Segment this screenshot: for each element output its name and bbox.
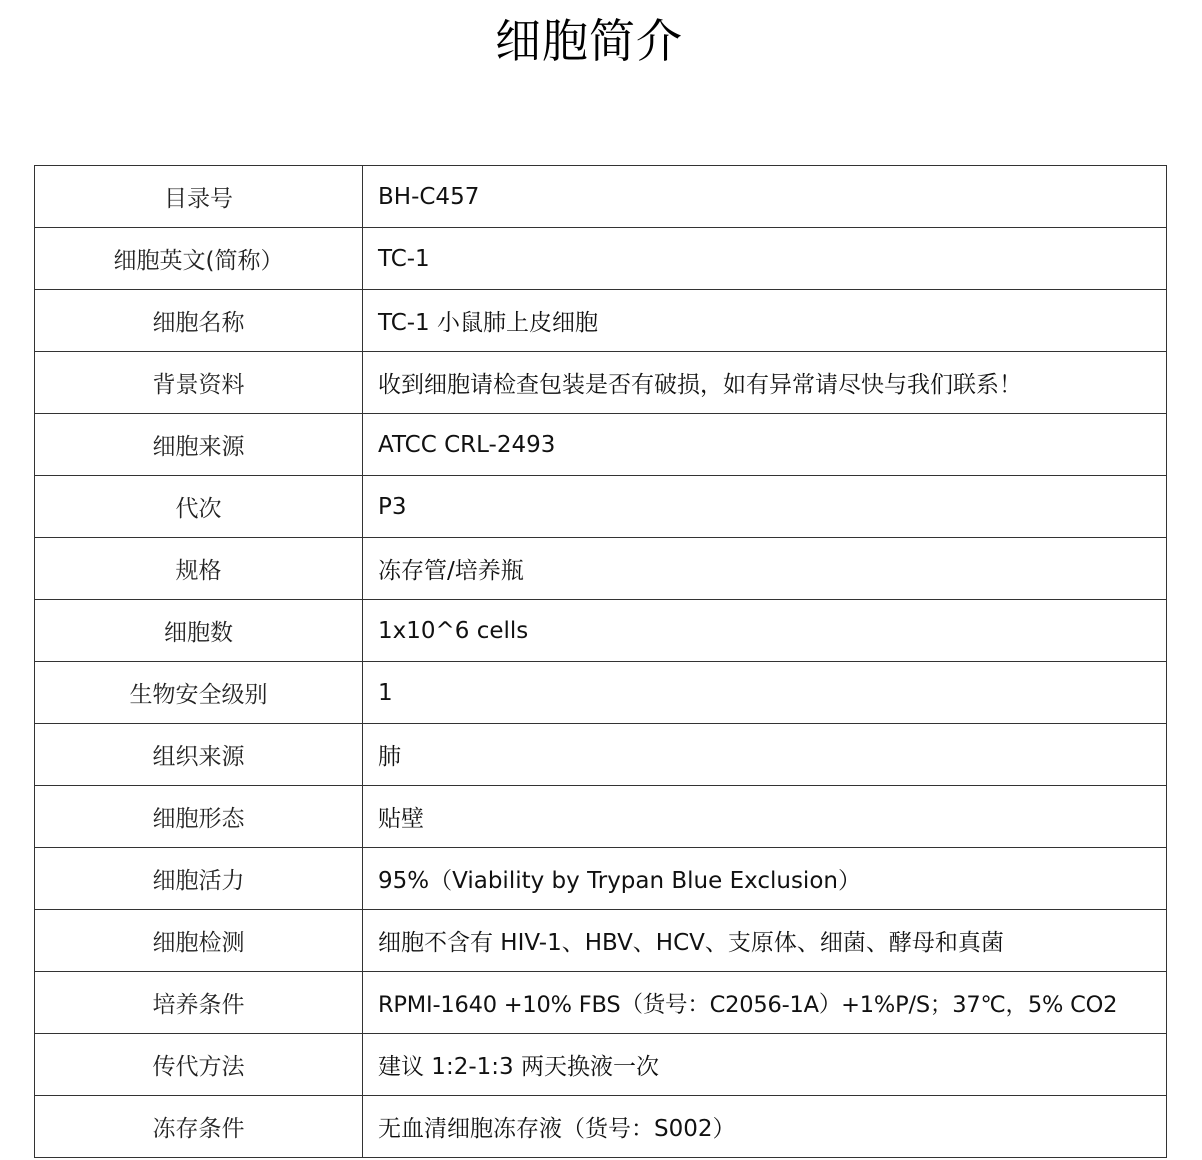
page-title: 细胞简介 xyxy=(495,14,683,68)
row-label: 规格 xyxy=(35,538,363,600)
row-label: 组织来源 xyxy=(35,724,363,786)
row-label: 培养条件 xyxy=(35,972,363,1034)
table-row xyxy=(35,538,1167,600)
table-row xyxy=(35,352,1167,414)
row-label: 细胞活力 xyxy=(35,848,363,910)
row-value: 无血清细胞冻存液（货号：S002） xyxy=(363,1096,1167,1158)
table-row xyxy=(35,166,1167,228)
row-value: P3 xyxy=(363,476,1167,538)
row-label: 细胞英文(简称） xyxy=(35,228,363,290)
table-row xyxy=(35,724,1167,786)
table-row xyxy=(35,228,1167,290)
table-row xyxy=(35,600,1167,662)
row-value: TC-1 小鼠肺上皮细胞 xyxy=(363,290,1167,352)
row-value: 1x10^6 cells xyxy=(363,600,1167,662)
row-value: 肺 xyxy=(363,724,1167,786)
row-value: TC-1 xyxy=(363,228,1167,290)
table-row xyxy=(35,1034,1167,1096)
row-value: 贴壁 xyxy=(363,786,1167,848)
table-row xyxy=(35,662,1167,724)
row-label: 背景资料 xyxy=(35,352,363,414)
row-value: ATCC CRL-2493 xyxy=(363,414,1167,476)
row-value: 建议 1:2-1:3 两天换液一次 xyxy=(363,1034,1167,1096)
row-value: 1 xyxy=(363,662,1167,724)
row-value: 冻存管/培养瓶 xyxy=(363,538,1167,600)
row-value: 收到细胞请检查包装是否有破损，如有异常请尽快与我们联系！ xyxy=(363,352,1167,414)
row-value: RPMI-1640 +10% FBS（货号：C2056-1A）+1%P/S；37℃，5% CO2 xyxy=(363,972,1167,1034)
table-row xyxy=(35,476,1167,538)
row-label: 细胞来源 xyxy=(35,414,363,476)
row-value: 95%（Viability by Trypan Blue Exclusion） xyxy=(363,848,1167,910)
row-label: 目录号 xyxy=(35,166,363,228)
row-value: 细胞不含有 HIV-1、HBV、HCV、支原体、细菌、酵母和真菌 xyxy=(363,910,1167,972)
row-label: 细胞检测 xyxy=(35,910,363,972)
table-row xyxy=(35,910,1167,972)
row-label: 细胞形态 xyxy=(35,786,363,848)
cell-info-table xyxy=(34,165,1167,1158)
row-value: BH-C457 xyxy=(363,166,1167,228)
table-row xyxy=(35,786,1167,848)
table-row xyxy=(35,848,1167,910)
row-label: 细胞名称 xyxy=(35,290,363,352)
row-label: 代次 xyxy=(35,476,363,538)
row-label: 冻存条件 xyxy=(35,1096,363,1158)
row-label: 生物安全级别 xyxy=(35,662,363,724)
row-label: 传代方法 xyxy=(35,1034,363,1096)
table-row xyxy=(35,414,1167,476)
table-row xyxy=(35,972,1167,1034)
row-label: 细胞数 xyxy=(35,600,363,662)
table-row xyxy=(35,1096,1167,1158)
table-row xyxy=(35,290,1167,352)
